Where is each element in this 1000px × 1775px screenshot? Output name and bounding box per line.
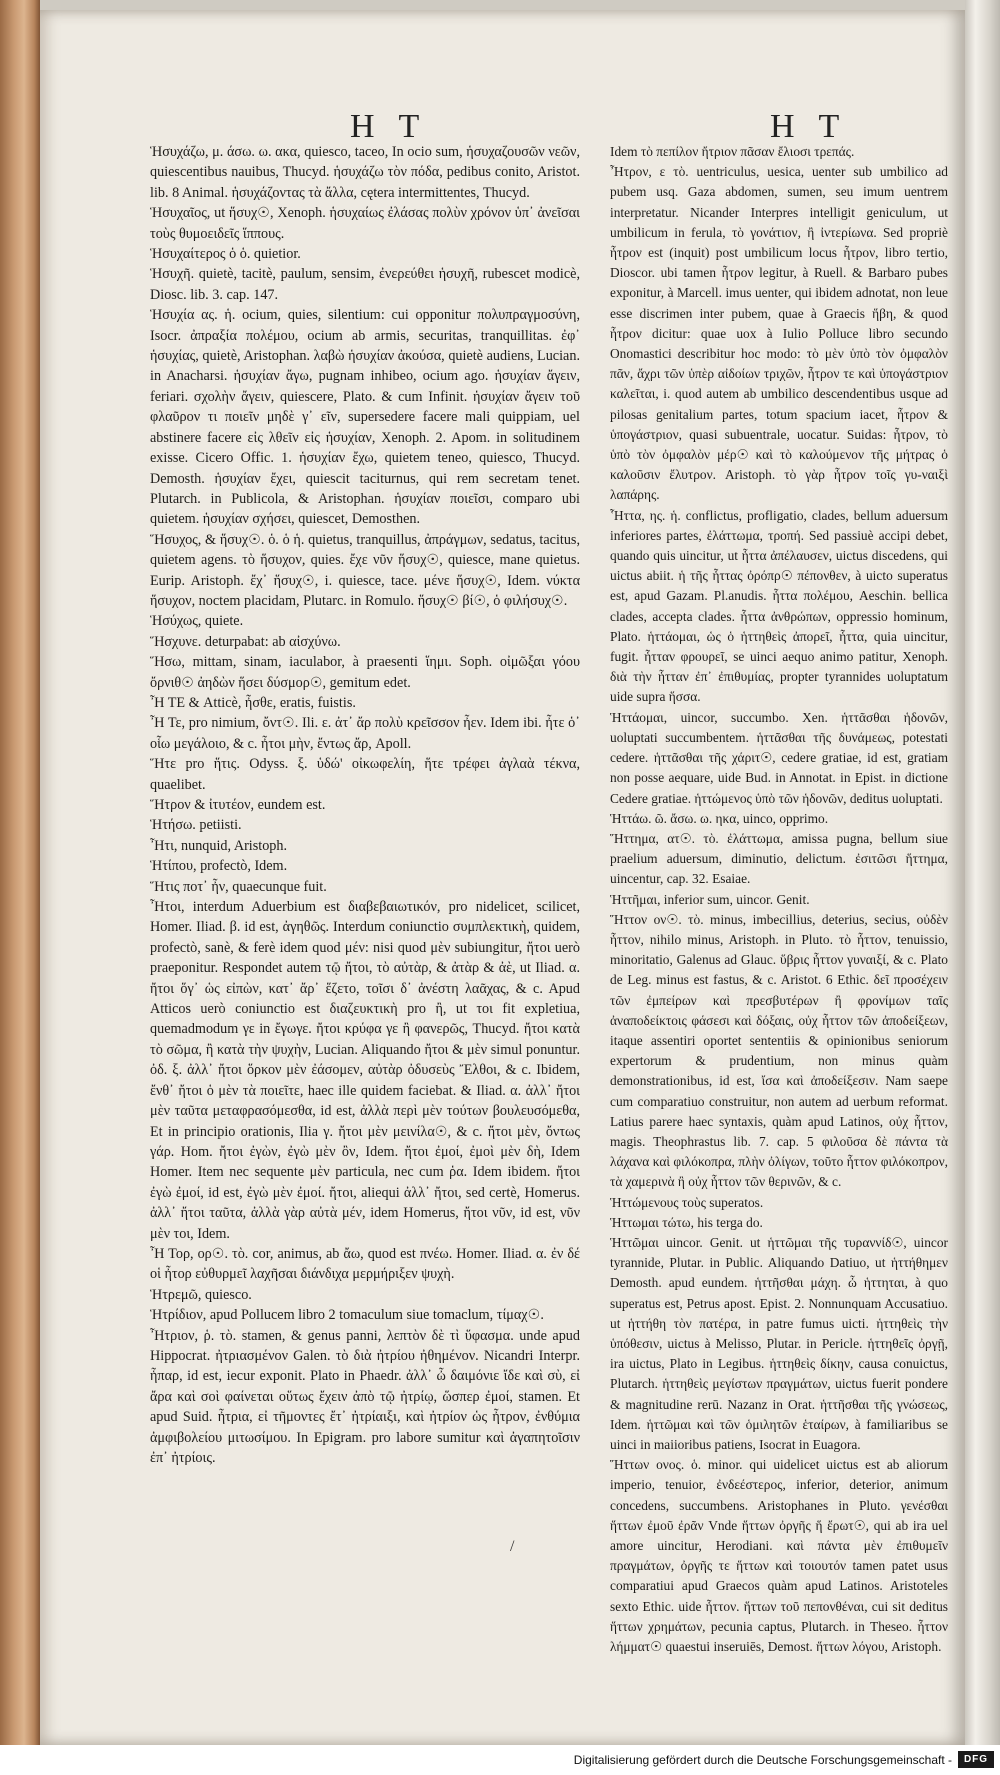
entry: Ἦ ΤΕ & Atticè, ἦσθε, eratis, fuistis. bbox=[150, 694, 356, 711]
entry: Ἥτρον & ἰτυτέον, eundem est. bbox=[150, 797, 326, 813]
entry: Ἡτήσω. petiisti. bbox=[150, 817, 242, 834]
entry: Ἥττον ον☉. τὸ. minus, imbecillius, deterius, secius, οὐδὲν ἧττον, nihilo minus, Aristoph. in Pluto. τὸ ἧττον, tenuissio, minoritatio, Galenus ad Glauc. ὕβρις ἧττον γυναιξί, & c. Plato de Leg. minus est fastus, & c. Aristot. 6 Ethic. δεῖ προσέχειν τῶν ἐμπείρων καὶ πρεσβυτέρων ἢ φρονίμων ταῖς ἀναποδείκτοις φάσεσι καὶ δόξαις, οὐχ ἧττον τῶν ἀποδείξεων, itaque assentiri oportet sententiis & opinionibus seniorum expertorum & prudentium, non minus quàm demonstrationibus, id est, ἴσα καὶ ἀποδείξεσιν. Nam saepe cum comparatiuo construitur, non autem ad uerbum reformat. Latius parere haec syntaxis, quàm apud Latinos, οὐχ ἧττον, magis. Theophrastus lib. 7. cap. 5 φιλοῦσα δὲ πάντα τὰ λάχανα καὶ φιλόκοπρα, πλὴν ὀλίγων, τοῦτο ἧττον φιλόκοπρον, τὰ χαμερινὰ ἢ οὐχ ἧττον τῶν θερινῶν, & c. bbox=[610, 911, 948, 1190]
entry: Ἡττῆμαι, inferior sum, uincor. Genit. bbox=[610, 891, 810, 907]
right-column-header: H T bbox=[770, 108, 848, 145]
entry: Ἧττα, ης. ἡ. conflictus, profligatio, clades, bellum aduersum inferiores partes, ἐλάττωμα, τροπή. Sed passiuè accipi debet, quando quis uincitur, ut ἧττα ἀπέλαυσεν, uictus discedens, qui uictus abiit. ἡ τῆς ἧττας ὀρόπρ☉ πέπονθεν, à uicto superatus est, apud Gazam. Pl.anudis. ἧττα πολέμου, Aeschin. bellica clades, accepta clades. ἧττα ἀνθρώπων, oppressio hominum, Plato. ἡττάομαι, ὡς ὁ ἡττηθεὶς ἀπορεῖ, ἧττα, quia uincitur, fugit. ἧτταν φρουρεῖ, se uinci aequo animo patitur, Xenoph. διὰ τὴν ἧτταν ἐπ᾿ ἐπιθυμίας, propter tyrannides uoluptatum uide supra ἥσσα. bbox=[610, 507, 948, 705]
entry: Ἥσχυνε. deturpabat: ab αἰσχύνω. bbox=[150, 633, 341, 650]
entry: Ἡσυχαῖος, ut ἥσυχ☉, Xenoph. ἡσυχαίως ἐλάσας πολὺν χρόνον ὑπ᾿ ἀνεῖσαι τοὺς θυμοειδεῖς ἵππους. bbox=[150, 205, 580, 242]
entry: Ἡσυχία ας. ἡ. ocium, quies, silentium: cui opponitur πολυπραγμοσύνη, Isocr. ἀπραξία πολέμου, ocium ab armis, securitas, tranquillitas. ἐφ᾿ ἡσυχίας, quietè, Aristophan. λαβὼ ἡσυχίαν ἀκούσα, quietè audiens, Lucian. in Anacharsi. ἡσυχίαν ἄγω, pugnam inhibeo, ocium ago. ἡσυχίαν ἄγειν, feriari. σχολὴν ἄγειν, quiescere, Plato. & cum Infinit. ἡσυχίαν ἄγειν τοῦ φλαῦρον τι ποιεῖν μηδὲ γ᾿ εῖν, supersedere facere mali quippiam, uel abstinere facere εἰς λθεῖν εἰς ἡσυχίαν, Xenoph. 2. Apom. in solitudinem exisse. Cicero Offic. 1. ἡσυχίαν ἔχω, quietem teneo, quiesco, Thucyd. Demosth. ἡσυχίαν ἔχει, quiescit taciturnus, qui rem secretam tenet. Plutarch. in Publicola, & Aristophan. ἡσυχίαν ποιεῖσι, comparo ubi quietem. ἡσυχίαν σχήσει, quiescet, Demosthen. bbox=[150, 307, 580, 528]
footer bbox=[0, 1745, 1000, 1775]
entry: Ἦτρον, ε τὸ. uentriculus, uesica, uenter sub umbilico ad pubem usq. Gaza abdomen, sumen, seu imum uentrem interpretatur. Nicander Interpres intelligit geniculum, ut umbilicum in ferula, τὸ γονάτιον, ἢ ἰντερίωνα. Sed propriè ἦτρον est (inquit) post umbilicum locus ἦτρον, libro tertio, Dioscor. ubi tamen ἦτρον legitur, à Ruell. & Barbaro pubes exponitur, à Marcell. imus uenter, qui ibidem adnotat, non leue esse discrimen inter pubem, quae à Graecis ἥβη, & quod ἦτρον dicitur: quae uox à Iulio Polluce libro secundo Onomastici describitur hoc modo: τὸ μὲν ὑπὸ τὸν ὀμφαλὸν πᾶν, ἄχρι τῶν ὑπὲρ αἰδοίων τριχῶν, ἦτρον τε καὶ ὑπογάστριον καλεῖται, i. quod autem ab umbilico descendentibus usque ad pilosas genitalium partes, totum spacium iacet, ἦτρον & ὑπογάστριον, quasi subuentrale, uocatur. Suidas: ἦτρον, τὸ ὑπὸ τὸν ὀμφαλὸν μέρ☉ καὶ τὸ καλούμενον τῆς μήτρας ὁ καλοῦσιν ἔλυτρον. Aristoph. τὸ γὰρ ἦτρον τοῖς γυ-ναιξὶ λαπάρης. bbox=[610, 164, 948, 503]
entry: Ἡττάομαι, uincor, succumbo. Xen. ἡττᾶσθαι ἡδονῶν, uoluptati succumbentem. ἡττᾶσθαι τῆς δυνάμεως, potestati cedere. ἡττᾶσθαι τῆς χάριτ☉, cedere gratiae, id est, gratiam non posse aequare, uide Bud. in Annotat. in Epist. in dictione Cedere gratiae. ἡττώμενος ὑπὸ τῶν ἡδονῶν, deditus uoluptati. bbox=[610, 709, 948, 806]
left-column bbox=[150, 142, 580, 1468]
entry: Ἡττωμαι τώτω, his terga do. bbox=[610, 1214, 763, 1230]
entry: Ἡσυχαίτερος ὁ ὁ. quietior. bbox=[150, 246, 301, 263]
entry: Ἥτε pro ἥτις. Odyss. ξ. ὑδώ' οἰκωφελίη, ἥτε τρέφει ἀγλαὰ τέκνα, quaelibet. bbox=[150, 756, 580, 793]
dfg-logo-icon: DFG bbox=[958, 1751, 994, 1768]
entry: Ἡτρίδιον, apud Pollucem libro 2 tomaculum siue tomaclum, τίμαχ☉. bbox=[150, 1307, 544, 1324]
entry: Ἥσω, mittam, sinam, iaculabor, à praesenti ἵημι. Soph. οἰμῶξαι γόου ὄρνιθ☉ ἀηδὼν ἥσει δύσμορ☉, gemitum edet. bbox=[150, 654, 580, 691]
entry: Ἦτι, nunquid, Aristoph. bbox=[150, 837, 288, 854]
entry: Ἡττάω. ῶ. ἄσω. ω. ηκα, uinco, opprimo. bbox=[610, 810, 829, 826]
entry: Ἡσυχάζω, μ. άσω. ω. ακα, quiesco, taceo, In ocio sum, ἡσυχαζουσῶν νεῶν, quiescentibus nauibus, Thucyd. ἡσυχάζω τὸν πόδα, pedibus conito, Aristot. lib. 8 Animal. ἡσυχάζοντας τὰ ἄλλα, cętera intermittentes, Thucyd. bbox=[150, 144, 580, 201]
entry: Ἦτριον, ῥ. τὸ. stamen, & genus panni, λεπτὸν δὲ τὶ ὕφασμα. unde apud Hippocrat. ἠτριασμένον Galen. τὸ διὰ ἠτρίου ἠθημένον. Nicandri Interpr. ἧπαρ, id est, iecur exponit. Plato in Phaedr. ἀλλ᾿ ὦ δαιμόνιε ἴδε καὶ σὺ, εἰ ἄρα καὶ σοὶ φαίνεται οὕτως ἔχειν ἀπὸ τῷ ἠτρίῳ, ὥσπερ ἐμοί, stamen. Et apud Suid. ἦτρια, εἰ τῆμοντες ἔτ᾿ ἠτρίαιξι, καὶ ἠτρίον ὡς ἦτρον, ἐνθύμια ἀμφιβολείου μιτωσίμου. In Epigram. pro labore sumitur καὶ ἀγαπητοῖσιν ἐπ᾿ ἠτρίοις. bbox=[150, 1327, 580, 1466]
entry: Ἥσυχος, & ἥσυχ☉. ὁ. ὁ ἡ. quietus, tranquillus, ἀπράγμων, sedatus, tacitus, quietem agens. τὸ ἥσυχον, quies. ἔχε νῦν ἥσυχ☉, quiesce, mane quietus. Eurip. Aristoph. ἔχ᾿ ἥσυχ☉, i. quiesce, tace. μένε ἥσυχ☉, Idem. νύκτα ἥσυχον, noctem placidam, Plutarc. in Romulo. ἥσυχ☉ βί☉, ὁ φιλήσυχ☉. bbox=[150, 531, 580, 609]
entry: Ἡτίπου, profectò, Idem. bbox=[150, 858, 288, 875]
entry: Ἥτις ποτ᾿ ἦν, quaecunque fuit. bbox=[150, 878, 327, 895]
book-spine-edge bbox=[0, 0, 40, 1745]
page-edge bbox=[965, 0, 1000, 1745]
entry: Ἡσύχως, quiete. bbox=[150, 613, 244, 630]
entry: Ἡσυχῆ. quietè, tacitè, paulum, sensim, ἐνερεύθει ἡσυχῆ, rubescet modicè, Diosc. lib. 3. cap. 147. bbox=[150, 266, 580, 303]
entry: Ἥττημα, ατ☉. τὸ. ἐλάττωμα, amissa pugna, bellum siue praelium aduersum, diminutio, delictum. ἐσιτῶσι ἥττημα, uincentur, cap. 32. Esaiae. bbox=[610, 830, 948, 887]
entry: Ἦτοι, interdum Aduerbium est διαβεβαιωτικόν, pro nidelicet, scilicet, Homer. Iliad. β. id est, ἀγηθῶς. Interdum coniunctio συμπλεκτικὴ, quidem, profectò, sanè, & ferè idem quod μέν: nisi quod μὲν subiungitur, ἤτοι uerò praeponitur. Respondet autem τῷ ἤτοι, τὸ αὐτὰρ, & ἀτὰρ & ἀὲ, ut Iliad. α. ἤτοι ὅγ᾿ ὡς εἰπὼν, κατ᾿ ἄρ᾿ ἕζετο, τοῖσι δ᾿ ἀνέστη λαᾶχας, & c. Apud Atticos uerò coniunctio est διαζευκτικὴ pro ἢ, ut τοι fit expletiua, quemadmodum γε in ἔγωγε. ἤτοι κρύφα γε ἢ φανερῶς, Thucyd. ἤτοι κατὰ τὸ σῶμα, ἢ κατὰ τὴν ψυχὴν, Lucian. Aliquando ἤτοι & μὲν simul ponuntur. ὀδ. ξ. ἀλλ᾿ ἤτοι ὅρκον μὲν ἐάσομεν, αὐτὰρ ὀδυσεὺς Ἔλθοι, & c. Ibidem, ἔνθ᾿ ἤτοι ὁ μὲν τὰ ποιεῖτε, haec ille quidem faciebat. & Iliad. α. ἀλλ᾿ ἤτοι μὲν ταῦτα μεταφρασόμεσθα, id est, ἀλλὰ περὶ μὲν τούτων βουλευσόμεθα, Et in principio orationis, Ilia γ. ἤτοι μὲν μεινίλα☉, & c. ἤτοι μὲν, ὄντως γάρ. Hom. ἤτοι ἐγὼν, ἐγὼ μὲν ὂν, Idem. ἤτοι ἐμοί, ἐμοὶ μὲν δὴ, Idem Homer. Item nec sequente μὲν particula, nec cum ῥα. Idem ibidem. ἤτοι ἐγὼ ἐμοί, id est, ἐγὼ μὲν ἐμοί. ἤτοι, aliequi ἀλλ᾿ ἤτοι, sed certè, Homerus. ἀλλ᾿ ἤτοι ταῦτα, ἀλλὰ γὰρ αὐτὰ μέν, idem Homerus, ἤτοι νῦν, id est, νῦν μὲν τοι, Idem. bbox=[150, 899, 580, 1242]
entry: Ἥττων ονος. ὁ. minor. qui uidelicet uictus est ab aliorum imperio, tenuior, ἐνδεέστερος, inferior, deterior, animum concedens, succumbens. Aristophanes in Pluto. γενέσθαι ἥττων ἐμοῦ ἐρᾶν Vnde ἥττων ὀργῆς ἥ ἔρωτ☉, qui ab ira uel amore uincitur, Herodiani. καὶ πάντα μὲν ἐπιθυμεῖν πραγμάτων, ὀργῆς τε ἥττων καὶ τοιουτόν tamen patet usus comparatiui apud Graecos quàm apud Latinos. Aristoteles sexto Ethic. uide ἧττον. ἥττων τοῦ πεπονθέναι, cui sit deditus ἥττων χρημάτων, pecunia captus, Plutarch. in Theseo. ἧττον λήμματ☉ quaestui inseruiēs, Demost. ἥττων λόγου, Aristoph. bbox=[610, 1457, 948, 1655]
footer-credit: Digitalisierung gefördert durch die Deutsche Forschungsgemeinschaft - bbox=[573, 1753, 952, 1767]
left-column-header: H T bbox=[350, 108, 428, 145]
entry: Idem τὸ πεπίλον ἤτριον πᾶσαν ἔλιοσι τρεπάς. bbox=[610, 144, 855, 159]
entry: Ἦ Τε, pro nimium, ὄντ☉. Ili. ε. ἀτ᾿ ἄρ πολὺ κρεῖσσον ἦεν. Idem ibi. ἦτε ὁ᾿ οἷω μεγάλοιο, & c. ἦτοι μὴν, ἔντως ἄρ, Apoll. bbox=[150, 715, 580, 752]
entry: Ἡττῶμαι uincor. Genit. ut ἡττῶμαι τῆς τυραννίδ☉, uincor tyrannide, Plutar. in Public. Aliquando Datiuo, ut ἡττήθημεν Demosth. apud eundem. ἡττῆσθαι μάχη. ὦ ἡττηται, à quo superatus est, Petrus apost. Epist. 2. Nonnunquam Accusatiuo. ut ἡττήθη τὸν πατέρα, in patre fumus uicti. ἡττηθεὶς τὴν ὑπόθεσιν, uictus à Melisso, Plutar. in Pericle. ἡττηθεῖς ὀργῇ, ira uictus, Plato in Legibus. ἡττηθεὶς δίκην, causa conuictus, Plutarch. ἡττηθεὶς μεγίστων πραγμάτων, uictus fuerit pondere & magnitudine rerū. Nazanz in Orat. ἡττῆσθαι τῆς γνώσεως, Idem. ἡττῶμαι καὶ τῶν ὁμιλητῶν ἑταίρων, à familiaribus se uinci in maiioribus patiens, Isocrat in Euagora. bbox=[610, 1234, 948, 1452]
right-column bbox=[610, 142, 948, 1657]
entry: Ἡτρεμῶ, quiesco. bbox=[150, 1286, 252, 1303]
entry: Ἡττώμενους τοὺς superatos. bbox=[610, 1194, 764, 1210]
page-mark: / bbox=[510, 1538, 515, 1555]
entry: Ἦ Τορ, ορ☉. τὸ. cor, animus, ab ἄω, quod est πνέω. Homer. Iliad. α. ἐν δέ οἱ ἦτορ εὐθυρμεῖ λαχῆσαι διάνδιχα μερμήριξεν ψυχὴ. bbox=[150, 1245, 580, 1283]
